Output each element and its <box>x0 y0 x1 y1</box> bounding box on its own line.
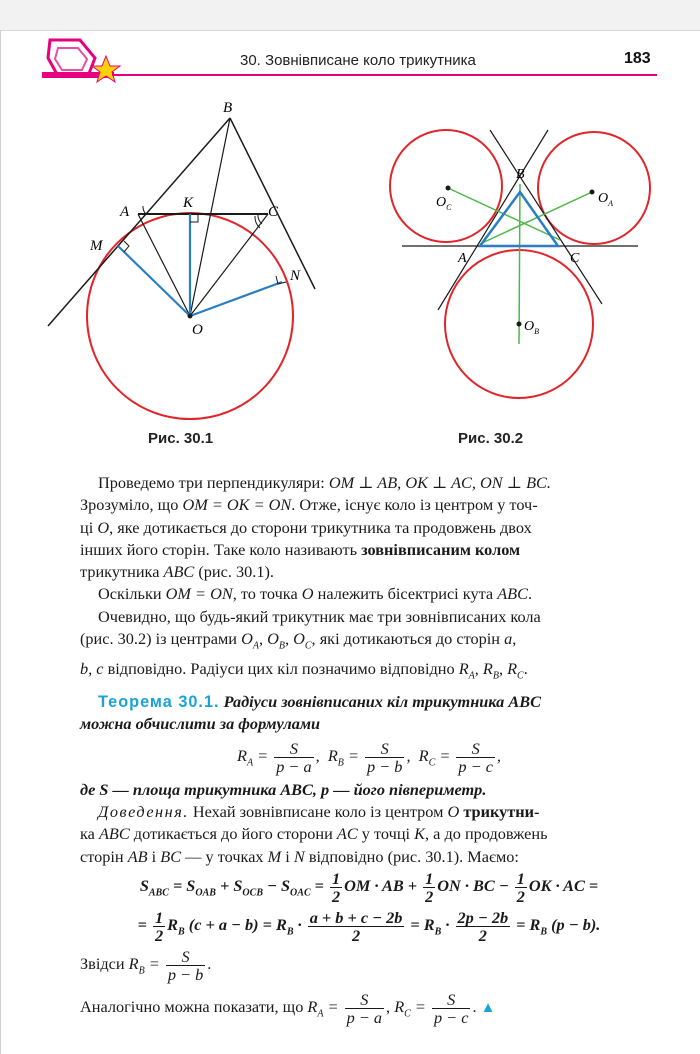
proof-paragraph: Доведення. Нехай зовнівписане коло із центром O трикутни- ка ABC дотикається до його сторони AC у точці K, а до продовжень сторін AB і BC — у точках M і N відповідно (рис. 30.1). Маємо: <box>80 802 548 866</box>
label-k: K <box>183 195 194 211</box>
theorem-formulas: $R_A$ = $\frac{S}{p - a}$ , $R_B$ = $\frac{S}{p - b}$ , $R_C$ = $\frac{S}{p - c}$ , <box>237 738 501 776</box>
label-n: N <box>290 268 301 284</box>
star-icon <box>92 56 120 82</box>
analogous-line: Аналогічно можна показати, що $R_A$ = $\frac{S}{p - a}$ , $R_C$ = $\frac{S}{p - c}$ . ▲ <box>80 989 496 1027</box>
caption-figure-30-1: Рис. 30.1 <box>148 430 214 447</box>
theorem-30-1: Теорема 30.1. Радіуси зовнівписаних кіл трикутника ABC можна обчислити за формулами <box>80 692 541 734</box>
paragraph-three-circles: Очевидно, що будь-який трикутник має три зовнівписаних кола (рис. 30.2) із центрами $O_A$, $O_B$, $O_C$, які дотикаються до сторін a, b, c відповідно. Радіуси цих кіл позначимо відповідно $R_A$, $R_B$, $R_C$. <box>80 606 541 681</box>
label-ob: $O_B$ <box>524 319 540 336</box>
page-number: 183 <box>624 50 651 67</box>
line-ao <box>138 214 190 316</box>
chapter-title: 30. Зовнівписане коло трикутника <box>240 52 476 69</box>
radius-on <box>190 282 282 316</box>
label-o: O <box>192 322 203 338</box>
label-m: M <box>90 238 103 254</box>
tangent-line-bc <box>490 130 602 304</box>
logo-hexagon-inner <box>55 48 87 70</box>
label-a: A <box>120 204 130 220</box>
excircle-oc <box>390 130 502 242</box>
right-angle-k <box>190 214 198 222</box>
label-b: B <box>223 100 233 116</box>
theorem-label: Теорема 30.1. <box>98 693 220 712</box>
point-o <box>188 314 193 319</box>
header-rule <box>112 74 657 76</box>
line-ab-extended <box>48 118 230 326</box>
radius-om <box>118 246 190 316</box>
label-b: B <box>516 167 525 182</box>
hence-line: Звідси $R_B$ = $\frac{S}{p - b}$ . <box>80 946 212 984</box>
theorem-note: де S — площа трикутника ABC, p — його півпериметр. <box>80 779 487 799</box>
label-c: C <box>570 251 580 266</box>
label-a: A <box>458 251 467 266</box>
proof-formula-line-1: $S_{ABC} = S_{OAB} + S_{OCB} - S_{OAC}$ = $\frac{1}{2}$ OM · AB + $\frac{1}{2}$ ON · BC − $\frac{1}{2}$ OK · AC = <box>139 868 599 906</box>
angle-arc-a <box>143 206 146 214</box>
proof-formula-line-2: = $\frac{1}{2}$ $R_B$ $(c + a - b) = R_B$ · $\frac{a + b + c - 2b}{2}$ = $R_B$ · $\frac{2p - 2b}{2}$ = $R_B$ (p − b). <box>137 907 601 945</box>
excircle-oa <box>538 132 650 244</box>
caption-figure-30-2: Рис. 30.2 <box>458 430 524 447</box>
figure-30-2 <box>380 94 660 424</box>
point-oa <box>590 190 595 195</box>
label-oa: $O_A$ <box>598 191 614 208</box>
point-ob <box>517 322 522 327</box>
end-of-proof-icon: ▲ <box>480 1000 496 1017</box>
right-angle-m <box>124 241 129 252</box>
bisector-oa <box>480 192 592 244</box>
viewer-top-bar <box>0 0 700 31</box>
label-c: C <box>268 204 279 220</box>
bisector-ob <box>519 184 520 344</box>
proof-label: Доведення. <box>98 802 189 822</box>
body-text <box>80 472 658 1026</box>
paragraph-bisector: Оскільки OM = ON, то точка O належить бісектрисі кута ABC. <box>98 584 533 604</box>
figure-30-1 <box>40 94 360 424</box>
point-oc <box>446 186 451 191</box>
label-oc: $O_C$ <box>436 195 452 212</box>
chapter-logo <box>40 38 130 88</box>
paragraph-perpendiculars: Проведемо три перпендикуляри: OM ⊥ AB, OK ⊥ AC, ON ⊥ BC. Зрозуміло, що OM = OK = ON. Отже, існує коло із центром у точ- ці O, яке дотикається до сторони трикутника та продовжень двох інших його сторін. Таке коло називають зовнівписаним колом трикутника ABC (рис. 30.1). <box>80 473 551 582</box>
bisector-bo <box>190 118 230 316</box>
